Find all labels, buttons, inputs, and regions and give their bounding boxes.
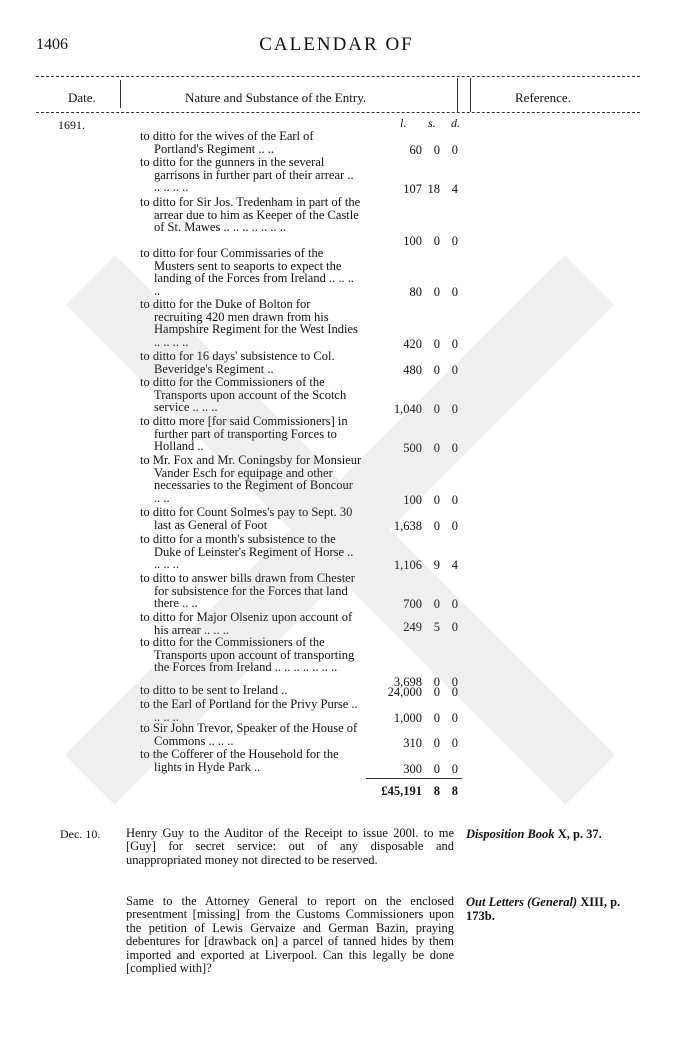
entry-description: to ditto for 16 days' subsistence to Col. Beveridge's Regiment .. xyxy=(140,349,335,376)
entry-description: to ditto for the gunners in the several garrisons in further part of their arrear .. .. .. .. .. xyxy=(140,155,354,195)
amount-shillings: 18 xyxy=(427,182,440,196)
amount-pounds: 249 xyxy=(403,620,422,634)
unit-pence: d. xyxy=(451,116,460,130)
running-title: CALENDAR OF xyxy=(259,34,414,55)
column-divider xyxy=(457,78,458,112)
entry-description: to Sir John Trevor, Speaker of the House of Commons .. .. .. xyxy=(140,721,358,748)
amount-pence: 0 xyxy=(451,363,458,377)
column-divider xyxy=(120,80,121,108)
entry-description: to ditto for the Duke of Bolton for recruiting 420 men drawn from his Hampshire Regiment for the West Indies .. .. .. .. xyxy=(140,297,358,350)
amount-pounds: 24,000 xyxy=(387,685,422,699)
reference-title: Out Letters (General) xyxy=(466,895,578,909)
entry-description: to ditto for four Commissaries of the Musters sent to seaports to expect the landing of the Forces from Ireland .. .. .. .. xyxy=(140,246,354,299)
amount-pounds: 3,698 xyxy=(393,675,422,689)
amount-pounds: 300 xyxy=(403,762,422,776)
amount-pounds: 80 xyxy=(409,285,422,299)
amount-pounds: 1,000 xyxy=(393,711,422,725)
amount-pounds: 100 xyxy=(403,234,422,248)
amount-pence: 0 xyxy=(451,143,458,157)
year-date: 1691. xyxy=(58,118,85,132)
amount-shillings: 5 xyxy=(433,620,440,634)
entry-description: to the Earl of Portland for the Privy Purse .. .. .. .. xyxy=(140,697,358,724)
amount-pounds: 500 xyxy=(403,441,422,455)
amount-shillings: 0 xyxy=(433,493,440,507)
record-text: Same to the Attorney General to report on the enclosed presentment [missing] from the Customs Commissioners upon the petition of Lewis Gervaize and German Bazin, praying debentures for [drawback on] a parcel of tanned hides by them imported and exported at Liverpool. Can this legally be done [complied with]? xyxy=(126,894,454,976)
amount-shillings: 0 xyxy=(433,736,440,750)
amount-shillings: 0 xyxy=(433,762,440,776)
header-top-rule xyxy=(36,76,640,77)
amount-pounds: 107 xyxy=(403,182,422,196)
total-pounds: £45,191 xyxy=(381,784,422,798)
entry-description: to ditto for the Commissioners of the Transports upon account of transporting the Forces from Ireland .. .. .. .. .. .. .. xyxy=(140,635,355,675)
amount-pounds: 480 xyxy=(403,363,422,377)
amount-pence: 0 xyxy=(451,736,458,750)
date-column-header: Date. xyxy=(68,90,96,105)
amount-shillings: 9 xyxy=(433,558,440,572)
amount-pounds: 100 xyxy=(403,493,422,507)
amount-pence: 0 xyxy=(451,519,458,533)
amount-shillings: 0 xyxy=(433,363,440,377)
amount-pounds: 1,638 xyxy=(393,519,422,533)
reference-detail: X, p. 37. xyxy=(554,827,602,841)
entry-description: to ditto for a month's subsistence to the Duke of Leinster's Regiment of Horse .. .. .. .. xyxy=(140,532,354,572)
amount-pence: 0 xyxy=(451,685,458,699)
entry-description: to Mr. Fox and Mr. Coningsby for Monsieur Vander Esch for equipage and other necessaries to the Regiment of Boncour .. .. xyxy=(140,453,362,506)
entry-description: to ditto to answer bills drawn from Chester for subsistence for the Forces that land there .. .. xyxy=(140,571,355,611)
amount-shillings: 0 xyxy=(433,337,440,351)
amount-pounds: 1,106 xyxy=(393,558,422,572)
amount-shillings: 0 xyxy=(433,143,440,157)
record-text: Henry Guy to the Auditor of the Receipt to issue 200l. to me [Guy] for secret service: out of any disposable and unappropriated money not directed to be reserved. xyxy=(126,826,454,867)
page-number: 1406 xyxy=(36,36,68,53)
amount-pence: 0 xyxy=(451,711,458,725)
entry-description: to the Cofferer of the Household for the lights in Hyde Park .. xyxy=(140,747,339,774)
amount-pence: 0 xyxy=(451,675,458,689)
entry-description: to ditto for the Commissioners of the Transports upon account of the Scotch service .. .. .. xyxy=(140,375,347,415)
reference-detail: XIII, p. 173b. xyxy=(466,895,621,923)
amount-pence: 0 xyxy=(451,762,458,776)
amount-pence: 0 xyxy=(451,597,458,611)
amount-shillings: 0 xyxy=(433,685,440,699)
amount-shillings: 0 xyxy=(433,519,440,533)
amount-shillings: 0 xyxy=(433,234,440,248)
unit-pounds: l. xyxy=(400,116,407,130)
amount-pence: 4 xyxy=(451,558,458,572)
total-shillings: 8 xyxy=(433,784,440,798)
entry-description: to ditto for the wives of the Earl of Portland's Regiment .. .. xyxy=(140,129,314,156)
header-bottom-rule xyxy=(36,112,640,113)
amount-pence: 0 xyxy=(451,441,458,455)
entry-description: to ditto for Count Solmes's pay to Sept. 30 last as General of Foot xyxy=(140,505,353,532)
watermark-logo xyxy=(60,250,620,810)
column-divider xyxy=(470,78,471,112)
entry-description: to ditto for Sir Jos. Tredenham in part of the arrear due to him as Keeper of the Castle of St. Mawes .. .. .. .. .. .. .. xyxy=(140,195,361,235)
amount-pence: 0 xyxy=(451,234,458,248)
entry-description: to ditto for Major Olseniz upon account of his arrear .. .. .. xyxy=(140,610,353,637)
amount-pence: 0 xyxy=(451,493,458,507)
record-reference xyxy=(466,827,636,841)
amount-pence: 0 xyxy=(451,620,458,634)
amount-shillings: 0 xyxy=(433,402,440,416)
nature-column-header: Nature and Substance of the Entry. xyxy=(185,90,367,105)
unit-shillings: s. xyxy=(428,116,436,130)
amount-shillings: 0 xyxy=(433,597,440,611)
amount-pounds: 310 xyxy=(403,736,422,750)
entry-description: to ditto more [for said Commissioners] in further part of transporting Forces to Holland .. xyxy=(140,414,348,454)
amount-pence: 4 xyxy=(451,182,458,196)
reference-title: Disposition Book xyxy=(466,827,555,841)
amount-pence: 0 xyxy=(451,337,458,351)
amount-shillings: 0 xyxy=(433,285,440,299)
amount-shillings: 0 xyxy=(433,675,440,689)
amount-pence: 0 xyxy=(451,285,458,299)
amount-pounds: 60 xyxy=(409,143,422,157)
amount-shillings: 0 xyxy=(433,441,440,455)
amount-pounds: 420 xyxy=(403,337,422,351)
amount-pounds: 700 xyxy=(403,597,422,611)
amount-pounds: 1,040 xyxy=(393,402,422,416)
reference-column-header: Reference. xyxy=(515,90,571,105)
record-date: Dec. 10. xyxy=(60,827,101,841)
amount-pence: 0 xyxy=(451,402,458,416)
amount-shillings: 0 xyxy=(433,711,440,725)
entry-description: to ditto to be sent to Ireland .. xyxy=(140,683,288,697)
record-reference xyxy=(466,895,636,923)
total-pence: 8 xyxy=(451,784,458,798)
